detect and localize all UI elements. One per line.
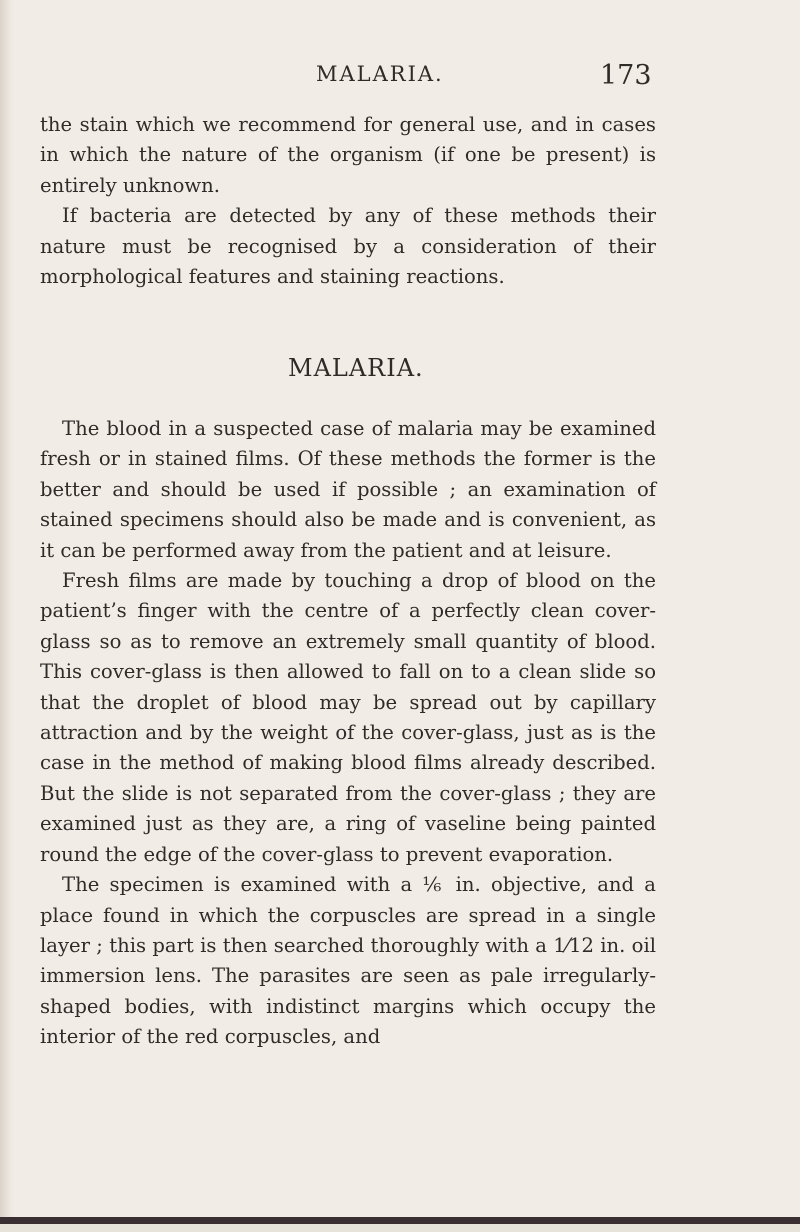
page-bottom-rule <box>0 1217 800 1224</box>
page-bottom-margin <box>0 1224 800 1232</box>
page-number: 173 <box>600 60 652 91</box>
running-header <box>0 58 800 98</box>
section-body <box>40 414 656 1053</box>
paragraph: Fresh films are made by touching a drop of blood on the patient’s finger with the centre of a perfectly clean cover-glass so as to remove an extremely small quantity of blood. This cover-glass is then allowed to fall on to a clean slide so that the droplet of blood may be spread out by capillary attraction and by the weight of the cover-glass, just as is the case in the method of making blood films already described. But the slide is not separated from the cover-glass ; they are examined just as they are, a ring of vaseline being painted round the edge of the cover-glass to prevent evaporation. <box>40 569 656 866</box>
continuation-text <box>40 110 656 292</box>
running-title: MALARIA. <box>316 62 444 86</box>
paragraph: If bacteria are detected by any of these methods their nature must be recognised by a consideration of their morphological features and staining reactions. <box>40 204 656 289</box>
page-edge-shadow <box>0 0 14 1232</box>
paragraph: The blood in a suspected case of malaria may be examined fresh or in stained films. Of these methods the former is the better and should be used if possible ; an examination of stained specimens should also be made and is convenient, as it can be performed away from the patient and at leisure. <box>40 417 656 562</box>
paragraph: the stain which we recommend for general use, and in cases in which the nature of the organism (if one be present) is entirely unknown. <box>40 113 656 197</box>
paragraph: The specimen is examined with a ⅙ in. objective, and a place found in which the corpuscles are spread in a single layer ; this part is then searched thoroughly with a 1⁄12 in. oil immersion lens. The parasites are seen as pale irregularly-shaped bodies, with indistinct margins which occupy the interior of the red corpuscles, and <box>40 873 656 1049</box>
section-title: MALARIA. <box>288 354 424 382</box>
